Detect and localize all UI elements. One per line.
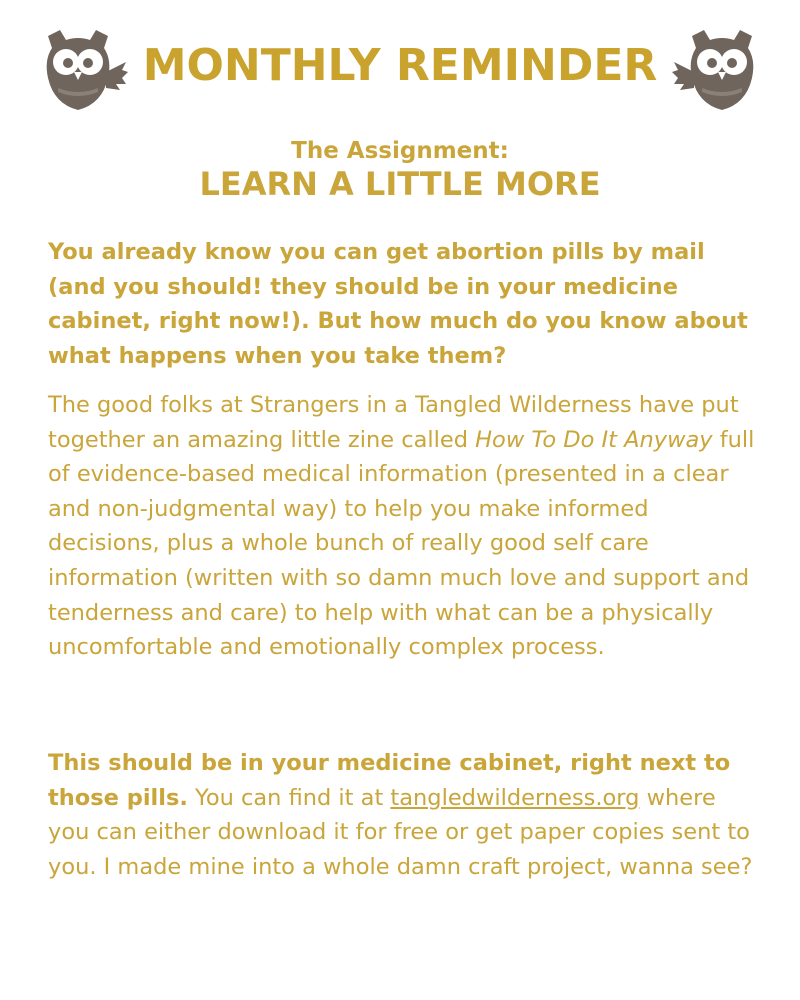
assignment-label: The Assignment:	[291, 138, 509, 164]
owl-icon	[672, 26, 772, 114]
cta-text-before-link: You can find it at	[187, 784, 391, 811]
intro-paragraph: You already know you can get abortion pills by mail (and you should! they should be in your medicine cabinet, right now!). But how much do you know about what happens when you take them?	[48, 239, 748, 369]
zine-paragraph	[48, 388, 758, 665]
cta-text-after-link: where you can either download it for free or get paper copies sent to you. I made mine into a whole damn craft project, wanna see?	[48, 784, 753, 880]
assignment-title: LEARN A LITTLE MORE	[199, 165, 601, 203]
cta-paragraph	[48, 746, 758, 884]
zine-title: How To Do It Anyway	[475, 426, 713, 453]
website-link[interactable]: tangledwilderness.org	[390, 784, 640, 811]
zine-text-after: full of evidence-based medical information (presented in a clear and non-judgmental way) to help you make informed decisions, plus a whole bunch of really good self care information (written with so damn much love and support and tenderness and care) to help with what can be a physically uncomfortable and emotionally complex process.	[48, 426, 755, 661]
zine-text-before: The good folks at Strangers in a Tangled Wilderness have put together an amazing little zine called	[48, 392, 739, 453]
cta-bold-text: This should be in your medicine cabinet, right next to those pills.	[48, 750, 731, 811]
page-title: MONTHLY REMINDER	[142, 40, 658, 91]
